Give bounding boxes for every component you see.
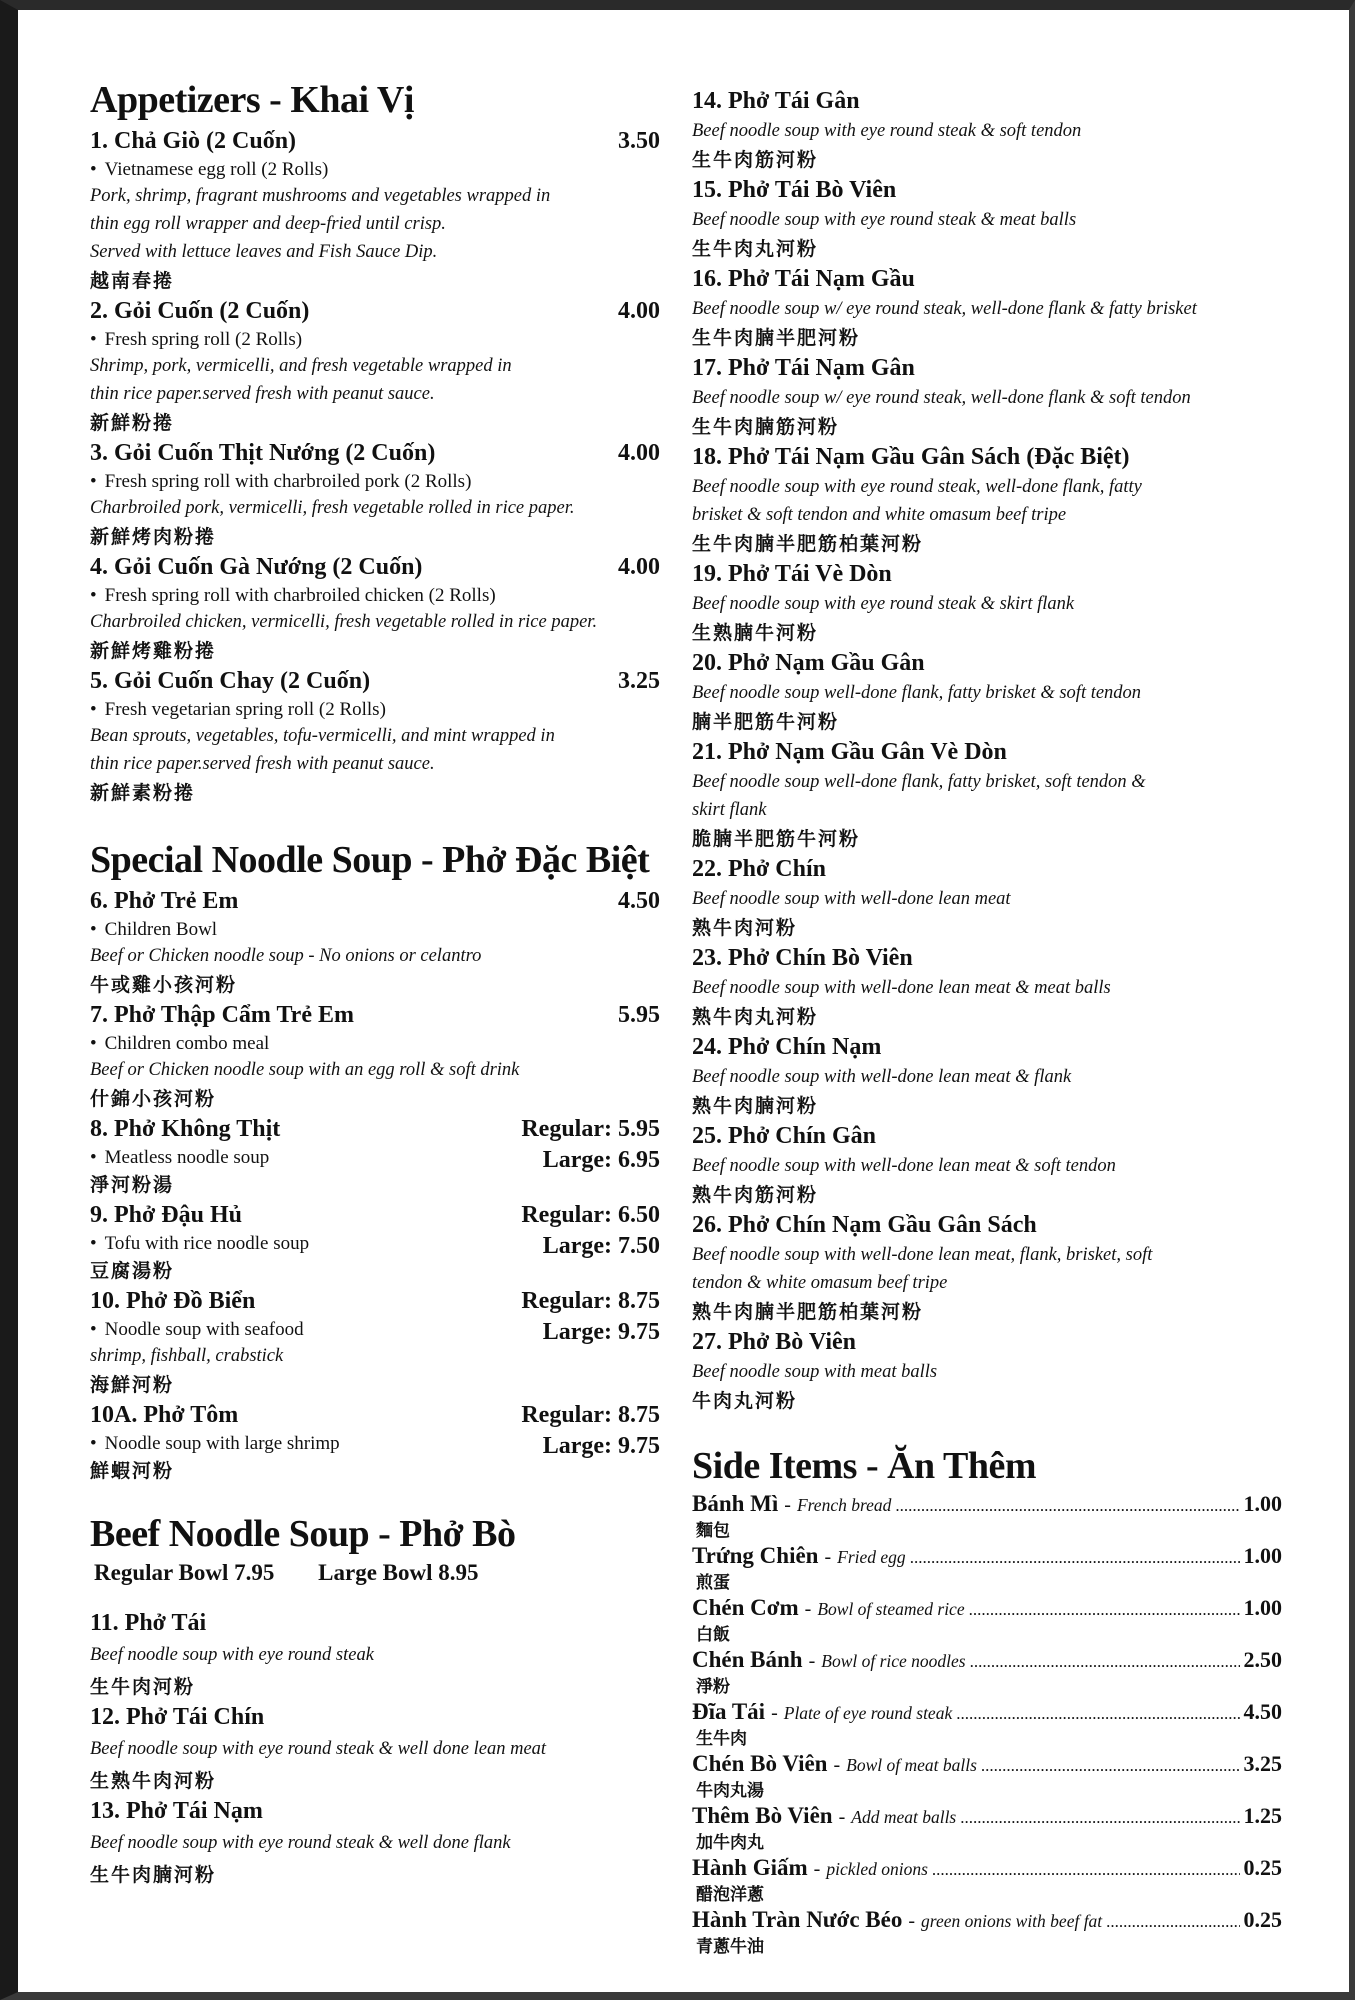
item-prices bbox=[521, 1200, 660, 1262]
right-column bbox=[692, 86, 1282, 1960]
item-description: Beef noodle soup with eye round steak & skirt flank bbox=[692, 594, 1075, 614]
menu-item bbox=[692, 1327, 1282, 1416]
side-item-name: Đĩa Tái bbox=[692, 1699, 766, 1724]
side-item-price: 1.00 bbox=[1243, 1491, 1282, 1516]
dot-leader bbox=[1106, 1910, 1239, 1934]
side-dash: - bbox=[908, 1910, 916, 1932]
item-name: 20. Phở Nạm Gầu Gân bbox=[692, 650, 925, 676]
side-dash: - bbox=[804, 1598, 812, 1620]
side-item-chinese-name: 淨粉 bbox=[696, 1677, 730, 1697]
beef-left-list bbox=[90, 1608, 660, 1890]
item-description: Beef noodle soup with eye round steak & well done flank bbox=[90, 1833, 511, 1853]
large-price: Large: 7.50 bbox=[542, 1233, 660, 1259]
side-dash: - bbox=[813, 1858, 821, 1880]
side-dash: - bbox=[771, 1702, 778, 1724]
item-description: Beef noodle soup with well-done lean meat, flank, brisket, soft bbox=[692, 1245, 1153, 1265]
item-description: thin rice paper.served fresh with peanut sauce. bbox=[90, 754, 435, 774]
item-description: Charbroiled pork, vermicelli, fresh vegetable rolled in rice paper. bbox=[90, 498, 575, 518]
item-description: Beef noodle soup with eye round steak & well done lean meat bbox=[90, 1739, 547, 1759]
menu-item bbox=[692, 264, 1282, 353]
item-chinese-name: 生牛肉河粉 bbox=[90, 1676, 196, 1698]
menu-item bbox=[90, 1200, 660, 1286]
item-name: 10. Phở Đồ Biển bbox=[90, 1288, 256, 1314]
regular-price: Regular: 8.75 bbox=[521, 1288, 660, 1314]
beef-heading: Beef Noodle Soup - Phở Bò bbox=[90, 1513, 516, 1555]
side-item-chinese-name: 白飯 bbox=[696, 1625, 730, 1645]
item-header bbox=[90, 296, 660, 327]
item-chinese-name: 鮮蝦河粉 bbox=[90, 1460, 175, 1482]
side-item bbox=[692, 1544, 1282, 1596]
item-price: 5.95 bbox=[618, 1002, 660, 1028]
menu-item bbox=[90, 1608, 660, 1702]
item-description: Beef noodle soup well-done flank, fatty brisket, soft tendon & bbox=[692, 772, 1146, 792]
dot-leader bbox=[970, 1650, 1240, 1674]
side-item-description: Plate of eye round steak bbox=[783, 1703, 953, 1723]
side-item-description: Bowl of meat balls bbox=[846, 1755, 977, 1775]
item-subtitle: • Fresh spring roll with charbroiled pork (2 Rolls) bbox=[90, 469, 660, 494]
menu-item bbox=[90, 1000, 660, 1114]
large-price: Large: 6.95 bbox=[542, 1147, 660, 1173]
side-item-row bbox=[692, 1908, 1282, 1934]
item-name: 19. Phở Tái Vè Dòn bbox=[692, 561, 892, 587]
item-name: 18. Phở Tái Nạm Gầu Gân Sách (Đặc Biệt) bbox=[692, 444, 1130, 470]
menu-item bbox=[692, 353, 1282, 442]
item-description: Beef noodle soup with eye round steak & meat balls bbox=[692, 210, 1077, 230]
item-chinese-name: 新鮮烤肉粉捲 bbox=[90, 526, 217, 548]
appetizers-list bbox=[90, 126, 660, 808]
side-item-price: 0.25 bbox=[1243, 1855, 1282, 1880]
appetizers-heading: Appetizers - Khai Vị bbox=[90, 79, 414, 121]
side-item-chinese-name: 牛肉丸湯 bbox=[696, 1781, 764, 1801]
item-description: Beef noodle soup with eye round steak bbox=[90, 1645, 374, 1665]
item-chinese-name: 熟牛肉丸河粉 bbox=[692, 1006, 819, 1028]
item-chinese-name: 生牛肉腩半肥河粉 bbox=[692, 327, 861, 349]
item-price: 3.25 bbox=[618, 668, 660, 694]
item-description: Beef noodle soup with eye round steak, well-done flank, fatty bbox=[692, 477, 1142, 497]
dot-leader bbox=[895, 1494, 1239, 1518]
item-chinese-name: 生牛肉筋河粉 bbox=[692, 149, 819, 171]
item-description: Charbroiled chicken, vermicelli, fresh vegetable rolled in rice paper. bbox=[90, 612, 598, 632]
item-description: Beef noodle soup with well-done lean meat bbox=[692, 889, 1011, 909]
item-header bbox=[90, 666, 660, 697]
item-chinese-name: 腩半肥筋牛河粉 bbox=[692, 711, 840, 733]
side-item-description: French bread bbox=[796, 1495, 892, 1515]
sides-list bbox=[692, 1492, 1282, 1960]
item-name: 27. Phở Bò Viên bbox=[692, 1329, 856, 1355]
side-dash: - bbox=[838, 1806, 846, 1828]
item-subtitle: • Fresh spring roll with charbroiled chicken (2 Rolls) bbox=[90, 583, 660, 608]
item-price: 4.50 bbox=[618, 888, 660, 914]
item-price: 4.00 bbox=[618, 440, 660, 466]
side-item-row bbox=[692, 1700, 1282, 1726]
item-name: 3. Gỏi Cuốn Thịt Nướng (2 Cuốn) bbox=[90, 440, 436, 466]
side-item-chinese-name: 生牛肉 bbox=[696, 1729, 747, 1749]
menu-item bbox=[692, 1032, 1282, 1121]
item-name: 4. Gỏi Cuốn Gà Nướng (2 Cuốn) bbox=[90, 554, 423, 580]
item-name: 25. Phở Chín Gân bbox=[692, 1123, 877, 1149]
regular-bowl-price: Regular Bowl 7.95 bbox=[94, 1560, 275, 1585]
item-description: Beef or Chicken noodle soup with an egg roll & soft drink bbox=[90, 1060, 520, 1080]
item-subtitle: • Tofu with rice noodle soup bbox=[90, 1231, 660, 1256]
item-chinese-name: 熟牛肉腩半肥筋柏葉河粉 bbox=[692, 1301, 924, 1323]
item-chinese-name: 生熟牛肉河粉 bbox=[90, 1770, 217, 1792]
side-item-chinese-name: 加牛肉丸 bbox=[696, 1833, 764, 1853]
item-name: 7. Phở Thập Cẩm Trẻ Em bbox=[90, 1002, 354, 1028]
item-price: 3.50 bbox=[618, 128, 660, 154]
item-chinese-name: 牛或雞小孩河粉 bbox=[90, 974, 238, 996]
item-chinese-name: 生牛肉腩筋河粉 bbox=[692, 416, 840, 438]
item-subtitle: • Children combo meal bbox=[90, 1031, 660, 1056]
item-description: Pork, shrimp, fragrant mushrooms and vegetables wrapped in bbox=[90, 186, 551, 206]
side-item-name: Hành Tràn Nước Béo bbox=[692, 1907, 903, 1932]
item-name: 6. Phở Trẻ Em bbox=[90, 888, 239, 914]
item-chinese-name: 熟牛肉河粉 bbox=[692, 917, 798, 939]
item-chinese-name: 淨河粉湯 bbox=[90, 1174, 175, 1196]
item-name: 13. Phở Tái Nạm bbox=[90, 1798, 263, 1824]
side-item-name: Chén Bánh bbox=[692, 1647, 803, 1672]
item-description: thin rice paper.served fresh with peanut sauce. bbox=[90, 384, 435, 404]
side-item-chinese-name: 青蔥牛油 bbox=[696, 1937, 764, 1957]
menu-item bbox=[90, 1796, 660, 1890]
item-name: 17. Phở Tái Nạm Gân bbox=[692, 355, 915, 381]
dot-leader bbox=[932, 1858, 1240, 1882]
item-header bbox=[90, 126, 660, 157]
dot-leader bbox=[981, 1754, 1240, 1778]
item-name: 2. Gỏi Cuốn (2 Cuốn) bbox=[90, 298, 310, 324]
item-chinese-name: 牛肉丸河粉 bbox=[692, 1390, 798, 1412]
menu-item bbox=[90, 1400, 660, 1486]
item-subtitle: • Fresh vegetarian spring roll (2 Rolls) bbox=[90, 697, 660, 722]
item-description: Beef noodle soup well-done flank, fatty brisket & soft tendon bbox=[692, 683, 1142, 703]
item-name: 21. Phở Nạm Gầu Gân Vè Dòn bbox=[692, 739, 1007, 765]
side-item-row bbox=[692, 1856, 1282, 1882]
side-item-chinese-name: 醋泡洋蔥 bbox=[696, 1885, 764, 1905]
menu-item bbox=[692, 737, 1282, 854]
item-subtitle: • Meatless noodle soup bbox=[90, 1145, 660, 1170]
item-subtitle: • Vietnamese egg roll (2 Rolls) bbox=[90, 157, 660, 182]
item-chinese-name: 生牛肉腩河粉 bbox=[90, 1864, 217, 1886]
side-dash: - bbox=[824, 1546, 832, 1568]
item-prices bbox=[521, 1400, 660, 1462]
side-item bbox=[692, 1856, 1282, 1908]
item-chinese-name: 新鮮素粉捲 bbox=[90, 782, 196, 804]
item-subtitle: • Noodle soup with large shrimp bbox=[90, 1431, 660, 1456]
item-prices bbox=[521, 1114, 660, 1176]
bowl-prices bbox=[94, 1560, 660, 1586]
item-chinese-name: 海鮮河粉 bbox=[90, 1374, 175, 1396]
item-description: Beef noodle soup with meat balls bbox=[692, 1362, 938, 1382]
side-item bbox=[692, 1648, 1282, 1700]
item-description: thin egg roll wrapper and deep-fried until crisp. bbox=[90, 214, 446, 234]
sides-heading: Side Items - Ăn Thêm bbox=[692, 1445, 1036, 1487]
item-name: 8. Phở Không Thịt bbox=[90, 1116, 281, 1142]
menu-item bbox=[90, 438, 660, 552]
item-chinese-name: 生牛肉丸河粉 bbox=[692, 238, 819, 260]
item-price: 4.00 bbox=[618, 298, 660, 324]
dot-leader bbox=[910, 1546, 1240, 1570]
dot-leader bbox=[969, 1598, 1240, 1622]
side-item-row bbox=[692, 1648, 1282, 1674]
side-item-description: Bowl of steamed rice bbox=[817, 1599, 965, 1619]
item-description: shrimp, fishball, crabstick bbox=[90, 1346, 284, 1366]
menu-item bbox=[90, 126, 660, 296]
regular-price: Regular: 5.95 bbox=[521, 1116, 660, 1142]
menu-item bbox=[90, 552, 660, 666]
menu-item bbox=[90, 296, 660, 438]
item-header bbox=[90, 1000, 660, 1031]
item-description: Served with lettuce leaves and Fish Sauce Dip. bbox=[90, 242, 438, 262]
item-name: 15. Phở Tái Bò Viên bbox=[692, 177, 897, 203]
menu-item bbox=[692, 943, 1282, 1032]
side-item-name: Hành Giấm bbox=[692, 1855, 808, 1880]
menu-item bbox=[90, 1114, 660, 1200]
item-chinese-name: 熟牛肉筋河粉 bbox=[692, 1184, 819, 1206]
side-item-name: Chén Cơm bbox=[692, 1595, 799, 1620]
side-dash: - bbox=[833, 1754, 841, 1776]
side-item-description: Bowl of rice noodles bbox=[821, 1651, 966, 1671]
item-name: 9. Phở Đậu Hủ bbox=[90, 1202, 242, 1228]
large-price: Large: 9.75 bbox=[542, 1433, 660, 1459]
side-item-row bbox=[692, 1544, 1282, 1570]
item-header bbox=[90, 438, 660, 469]
side-item-description: Fried egg bbox=[837, 1547, 906, 1567]
item-chinese-name: 新鮮粉捲 bbox=[90, 412, 175, 434]
menu-item bbox=[692, 86, 1282, 175]
item-name: 16. Phở Tái Nạm Gầu bbox=[692, 266, 915, 292]
item-chinese-name: 熟牛肉腩河粉 bbox=[692, 1095, 819, 1117]
menu-item bbox=[90, 1286, 660, 1400]
side-item bbox=[692, 1596, 1282, 1648]
menu-item bbox=[692, 1121, 1282, 1210]
item-name: 24. Phở Chín Nạm bbox=[692, 1034, 882, 1060]
item-description: Beef noodle soup w/ eye round steak, well-done flank & soft tendon bbox=[692, 388, 1191, 408]
side-item bbox=[692, 1700, 1282, 1752]
item-name: 10A. Phở Tôm bbox=[90, 1402, 239, 1428]
side-item-price: 4.50 bbox=[1243, 1699, 1282, 1724]
item-name: 14. Phở Tái Gân bbox=[692, 88, 860, 114]
side-item-chinese-name: 麵包 bbox=[696, 1521, 730, 1541]
side-item-chinese-name: 煎蛋 bbox=[696, 1573, 730, 1593]
item-name: 1. Chả Giò (2 Cuốn) bbox=[90, 128, 297, 154]
item-description: brisket & soft tendon and white omasum beef tripe bbox=[692, 505, 1067, 525]
beef-right-list bbox=[692, 86, 1282, 1416]
side-item-name: Thêm Bò Viên bbox=[692, 1803, 833, 1828]
side-item-price: 0.25 bbox=[1243, 1907, 1282, 1932]
item-description: tendon & white omasum beef tripe bbox=[692, 1273, 948, 1293]
special-heading: Special Noodle Soup - Phở Đặc Biệt bbox=[90, 839, 650, 881]
side-item-price: 2.50 bbox=[1243, 1647, 1282, 1672]
side-item-name: Bánh Mì bbox=[692, 1491, 779, 1516]
dot-leader bbox=[960, 1806, 1239, 1830]
item-name: 11. Phở Tái bbox=[90, 1610, 207, 1636]
item-name: 26. Phở Chín Nạm Gầu Gân Sách bbox=[692, 1212, 1037, 1238]
menu-item bbox=[692, 442, 1282, 559]
large-bowl-price: Large Bowl 8.95 bbox=[318, 1560, 479, 1585]
item-chinese-name: 越南春捲 bbox=[90, 270, 175, 292]
item-name: 5. Gỏi Cuốn Chay (2 Cuốn) bbox=[90, 668, 371, 694]
side-item-row bbox=[692, 1804, 1282, 1830]
side-item-price: 1.25 bbox=[1243, 1803, 1282, 1828]
item-description: Shrimp, pork, vermicelli, and fresh vegetable wrapped in bbox=[90, 356, 512, 376]
side-item-description: Add meat balls bbox=[851, 1807, 957, 1827]
side-item-row bbox=[692, 1596, 1282, 1622]
item-description: Beef noodle soup w/ eye round steak, well-done flank & fatty brisket bbox=[692, 299, 1197, 319]
left-column bbox=[90, 78, 660, 1890]
side-item-price: 1.00 bbox=[1243, 1595, 1282, 1620]
side-dash: - bbox=[808, 1650, 816, 1672]
item-name: 22. Phở Chín bbox=[692, 856, 826, 882]
side-item-row bbox=[692, 1752, 1282, 1778]
item-chinese-name: 生牛肉腩半肥筋柏葉河粉 bbox=[692, 533, 924, 555]
item-description: Beef noodle soup with well-done lean meat & meat balls bbox=[692, 978, 1111, 998]
item-description: Beef noodle soup with well-done lean meat & soft tendon bbox=[692, 1156, 1116, 1176]
item-subtitle: • Noodle soup with seafood bbox=[90, 1317, 660, 1342]
item-description: Bean sprouts, vegetables, tofu-vermicelli, and mint wrapped in bbox=[90, 726, 555, 746]
item-chinese-name: 脆腩半肥筋牛河粉 bbox=[692, 828, 861, 850]
menu-item bbox=[692, 175, 1282, 264]
item-header bbox=[90, 886, 660, 917]
item-description: skirt flank bbox=[692, 800, 767, 820]
menu-item bbox=[90, 1702, 660, 1796]
side-item bbox=[692, 1492, 1282, 1544]
item-description: Beef noodle soup with well-done lean meat & flank bbox=[692, 1067, 1072, 1087]
side-item bbox=[692, 1908, 1282, 1960]
side-item-description: pickled onions bbox=[826, 1859, 928, 1879]
item-subtitle: • Children Bowl bbox=[90, 917, 660, 942]
item-prices bbox=[521, 1286, 660, 1348]
item-name: 12. Phở Tái Chín bbox=[90, 1704, 265, 1730]
item-chinese-name: 豆腐湯粉 bbox=[90, 1260, 175, 1282]
item-subtitle: • Fresh spring roll (2 Rolls) bbox=[90, 327, 660, 352]
menu-item bbox=[90, 666, 660, 808]
dot-leader bbox=[956, 1702, 1239, 1726]
item-name: 23. Phở Chín Bò Viên bbox=[692, 945, 913, 971]
side-dash: - bbox=[784, 1494, 791, 1516]
menu-item bbox=[692, 648, 1282, 737]
side-item-row bbox=[692, 1492, 1282, 1518]
menu-item bbox=[692, 854, 1282, 943]
side-item-description: green onions with beef fat bbox=[921, 1911, 1103, 1931]
side-item bbox=[692, 1752, 1282, 1804]
item-price: 4.00 bbox=[618, 554, 660, 580]
menu-item bbox=[90, 886, 660, 1000]
side-item-name: Chén Bò Viên bbox=[692, 1751, 828, 1776]
side-item-price: 3.25 bbox=[1243, 1751, 1282, 1776]
special-list bbox=[90, 886, 660, 1486]
regular-price: Regular: 8.75 bbox=[521, 1402, 660, 1428]
menu-item bbox=[692, 1210, 1282, 1327]
item-description: Beef or Chicken noodle soup - No onions or celantro bbox=[90, 946, 482, 966]
large-price: Large: 9.75 bbox=[542, 1319, 660, 1345]
item-header bbox=[90, 552, 660, 583]
side-item-name: Trứng Chiên bbox=[692, 1543, 819, 1568]
regular-price: Regular: 6.50 bbox=[521, 1202, 660, 1228]
side-item bbox=[692, 1804, 1282, 1856]
item-chinese-name: 新鮮烤雞粉捲 bbox=[90, 640, 217, 662]
item-chinese-name: 什錦小孩河粉 bbox=[90, 1088, 217, 1110]
side-item-price: 1.00 bbox=[1243, 1543, 1282, 1568]
item-chinese-name: 生熟腩牛河粉 bbox=[692, 622, 819, 644]
item-description: Beef noodle soup with eye round steak & soft tendon bbox=[692, 121, 1082, 141]
menu-item bbox=[692, 559, 1282, 648]
